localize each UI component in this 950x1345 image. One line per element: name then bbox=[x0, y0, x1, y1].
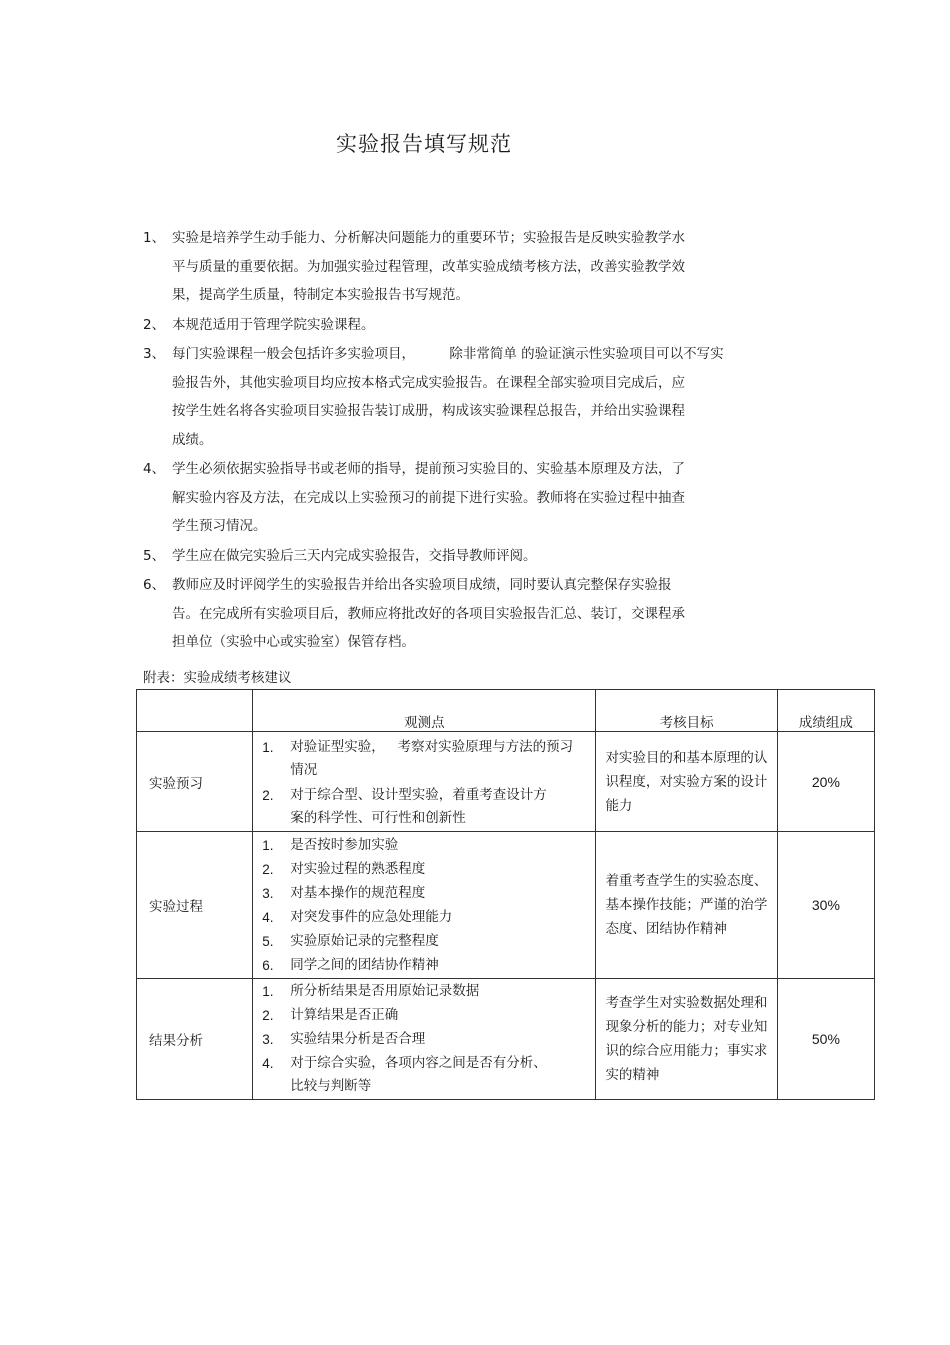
rule-item bbox=[143, 455, 793, 541]
observe-list bbox=[253, 834, 595, 977]
rule-text-line: 解实验内容及方法，在完成以上实验预习的前提下进行实验。教师将在实验过程中抽查 bbox=[172, 489, 685, 506]
observe-item bbox=[253, 906, 595, 929]
table-row bbox=[137, 832, 875, 979]
rule-number: 1、 bbox=[143, 230, 166, 246]
observe-text: 对基本操作的规范程度 bbox=[290, 885, 426, 901]
rule-number: 6、 bbox=[143, 577, 166, 593]
table-header-row bbox=[137, 690, 875, 732]
row-observe-cell bbox=[253, 979, 596, 1100]
rule-text-line: 验报告外，其他实验项目均应按本格式完成实验报告。在课程全部实验项目完成后，应 bbox=[172, 374, 685, 391]
observe-number: 2. bbox=[262, 862, 274, 877]
rule-item bbox=[143, 571, 793, 657]
rule-text-line: 成绩。 bbox=[172, 431, 213, 448]
row-category: 实验预习 bbox=[137, 732, 253, 832]
header-goal: 考核目标 bbox=[596, 690, 777, 732]
observe-item bbox=[253, 736, 595, 782]
rule-text-line: 告。在完成所有实验项目后，教师应将批改好的各项目实验报告汇总、装订，交课程承 bbox=[172, 605, 685, 622]
observe-item bbox=[253, 834, 595, 857]
rule-text-line: 学生应在做完实验后三天内完成实验报告，交指导教师评阅。 bbox=[172, 547, 537, 564]
rule-text-line: 平与质量的重要依据。为加强实验过程管理，改革实验成绩考核方法，改善实验教学效 bbox=[172, 258, 685, 275]
appendix-caption: 附表：实验成绩考核建议 bbox=[143, 670, 292, 686]
rule-text-line: 学生预习情况。 bbox=[172, 518, 267, 534]
rule-text-line: 每门实验课程一般会包括许多实验项目， 除非常简单 的验证演示性实验项目可以不写实 bbox=[172, 346, 724, 362]
header-observe: 观测点 bbox=[253, 690, 596, 732]
row-score: 20% bbox=[777, 732, 874, 832]
observe-item bbox=[253, 882, 595, 905]
goal-text: 对实验目的和基本原理的认识程度，对实验方案的设计能力 bbox=[605, 749, 768, 814]
goal-text: 考查学生对实验数据处理和现象分析的能力；对专业知识的综合应用能力；事实求实的精神 bbox=[605, 995, 768, 1083]
row-category: 实验过程 bbox=[137, 832, 253, 979]
header-score: 成绩组成 bbox=[777, 690, 874, 732]
observe-text: 对验证型实验， 考察对实验原理与方法的预习情况 bbox=[290, 739, 574, 778]
rule-text-line: 实验是培养学生动手能力、分析解决问题能力的重要环节；实验报告是反映实验教学水 bbox=[172, 230, 685, 246]
rule-text-line: 果，提高学生质量，特制定本实验报告书写规范。 bbox=[172, 287, 469, 303]
observe-number: 1. bbox=[262, 984, 274, 999]
observe-text: 对于综合型、设计型实验，着重考查设计方案的科学性、可行性和创新性 bbox=[290, 787, 547, 826]
row-goal bbox=[596, 832, 777, 979]
rule-item bbox=[143, 224, 793, 310]
observe-item bbox=[253, 858, 595, 881]
rule-item bbox=[143, 311, 793, 340]
observe-number: 1. bbox=[262, 740, 274, 755]
observe-text: 对突发事件的应急处理能力 bbox=[290, 909, 453, 925]
observe-text: 实验结果分析是否合理 bbox=[290, 1031, 426, 1047]
observe-number: 5. bbox=[262, 934, 274, 949]
row-observe-cell bbox=[253, 832, 596, 979]
rule-text-line: 担单位（实验中心或实验室）保管存档。 bbox=[172, 634, 415, 650]
rule-item bbox=[143, 542, 793, 571]
observe-text: 是否按时参加实验 bbox=[290, 837, 399, 853]
row-category: 结果分析 bbox=[137, 979, 253, 1100]
observe-number: 6. bbox=[262, 958, 274, 973]
observe-item bbox=[253, 1052, 595, 1098]
observe-number: 2. bbox=[262, 1008, 274, 1023]
observe-text: 对于综合实验，各项内容之间是否有分析、比较与判断等 bbox=[290, 1055, 547, 1094]
observe-item bbox=[253, 784, 595, 830]
rule-number: 4、 bbox=[143, 461, 166, 477]
table-row bbox=[137, 979, 875, 1100]
page-title: 实验报告填写规范 bbox=[336, 132, 512, 156]
observe-item bbox=[253, 1004, 595, 1027]
observe-item bbox=[253, 1028, 595, 1051]
row-goal bbox=[596, 732, 777, 832]
observe-number: 4. bbox=[262, 1056, 274, 1071]
rule-number: 5、 bbox=[143, 547, 166, 564]
observe-item bbox=[253, 930, 595, 953]
goal-text: 着重考查学生的实验态度、基本操作技能；严谨的治学态度、团结协作精神 bbox=[605, 873, 768, 937]
observe-number: 3. bbox=[262, 886, 274, 901]
observe-list bbox=[253, 736, 595, 830]
rule-number: 3、 bbox=[143, 346, 166, 362]
rule-text-line: 教师应及时评阅学生的实验报告并给出各实验项目成绩，同时要认真完整保存实验报 bbox=[172, 577, 672, 593]
observe-text: 计算结果是否正确 bbox=[290, 1007, 399, 1023]
observe-item bbox=[253, 954, 595, 977]
observe-number: 3. bbox=[262, 1032, 274, 1047]
observe-text: 所分析结果是否用原始记录数据 bbox=[290, 983, 480, 999]
table-row bbox=[137, 732, 875, 832]
rule-item bbox=[143, 340, 793, 454]
rule-text-line: 本规范适用于管理学院实验课程。 bbox=[172, 316, 375, 333]
rules-list bbox=[143, 224, 793, 657]
row-goal bbox=[596, 979, 777, 1100]
rule-number: 2、 bbox=[143, 316, 166, 333]
row-score: 30% bbox=[777, 832, 874, 979]
assessment-table bbox=[136, 689, 875, 1100]
rule-text-line: 学生必须依据实验指导书或老师的指导，提前预习实验目的、实验基本原理及方法，了 bbox=[172, 461, 685, 477]
header-category bbox=[137, 690, 253, 732]
observe-number: 4. bbox=[262, 910, 274, 925]
observe-text: 对实验过程的熟悉程度 bbox=[290, 861, 426, 877]
observe-text: 同学之间的团结协作精神 bbox=[290, 957, 439, 973]
observe-list bbox=[253, 980, 595, 1098]
row-observe-cell bbox=[253, 732, 596, 832]
rule-text-line: 按学生姓名将各实验项目实验报告装订成册，构成该实验课程总报告，并给出实验课程 bbox=[172, 403, 685, 419]
observe-item bbox=[253, 980, 595, 1003]
observe-number: 2. bbox=[262, 788, 274, 803]
observe-number: 1. bbox=[262, 838, 274, 853]
observe-text: 实验原始记录的完整程度 bbox=[290, 933, 439, 949]
row-score: 50% bbox=[777, 979, 874, 1100]
